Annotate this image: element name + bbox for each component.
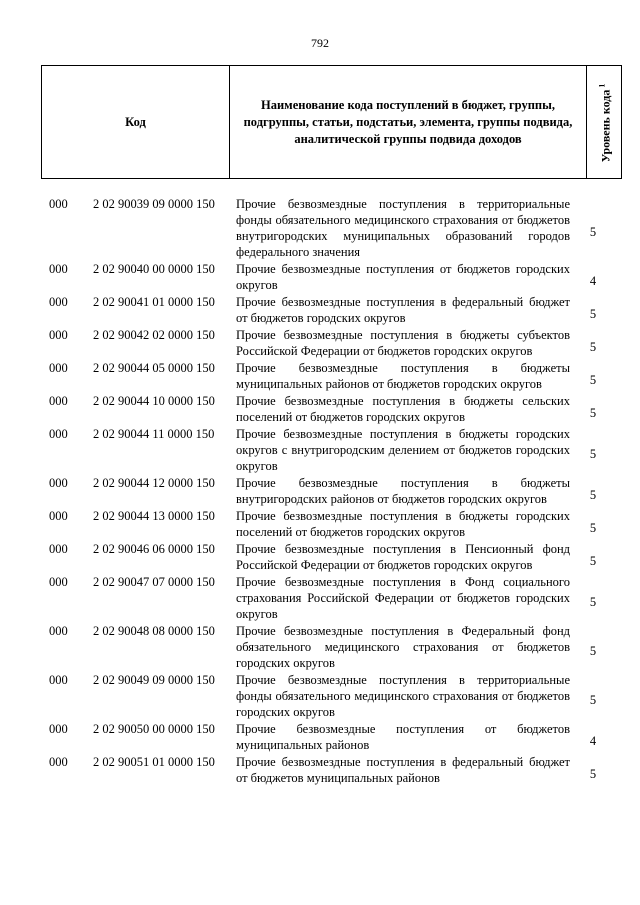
header-level-cell: [587, 66, 622, 179]
row-prefix: 000: [49, 295, 68, 309]
table-row: [41, 294, 610, 327]
table-row: [41, 508, 610, 541]
row-code: 2 02 90051 01 0000 150: [93, 755, 215, 769]
row-prefix: 000: [49, 624, 68, 638]
row-code: 2 02 90044 10 0000 150: [93, 394, 215, 408]
table-row: [41, 261, 610, 294]
table-row: [41, 327, 610, 360]
table-row: [41, 672, 610, 721]
row-prefix: 000: [49, 427, 68, 441]
row-code: 2 02 90048 08 0000 150: [93, 624, 215, 638]
page-number: 792: [311, 36, 329, 50]
header-level-footnote: 1: [597, 83, 607, 88]
row-level: 5: [589, 693, 597, 707]
row-level: 5: [589, 447, 597, 461]
table-row: [41, 721, 610, 754]
row-prefix: 000: [49, 575, 68, 589]
row-code: 2 02 90040 00 0000 150: [93, 262, 215, 276]
row-name: Прочие безвозмездные поступления в бюджеты муниципальных районов от бюджетов городских округов: [236, 361, 570, 391]
row-code: 2 02 90044 12 0000 150: [93, 476, 215, 490]
row-level: 5: [589, 340, 597, 354]
row-level: 5: [589, 488, 597, 502]
row-prefix: 000: [49, 722, 68, 736]
row-prefix: 000: [49, 755, 68, 769]
row-code: 2 02 90046 06 0000 150: [93, 542, 215, 556]
row-name: Прочие безвозмездные поступления в бюджеты сельских поселений от бюджетов городских округов: [236, 394, 570, 424]
table-row: [41, 393, 610, 426]
row-code: 2 02 90050 00 0000 150: [93, 722, 215, 736]
row-code: 2 02 90039 09 0000 150: [93, 197, 215, 211]
row-prefix: 000: [49, 509, 68, 523]
row-code: 2 02 90044 11 0000 150: [93, 427, 215, 441]
row-name: Прочие безвозмездные поступления в федеральный бюджет от бюджетов городских округов: [236, 295, 570, 325]
row-name: Прочие безвозмездные поступления в Фонд социального страхования Российской Федерации от бюджетов городских округов: [236, 575, 570, 621]
row-name: Прочие безвозмездные поступления в территориальные фонды обязательного медицинского страхования от бюджетов городских округов: [236, 673, 570, 719]
row-name: Прочие безвозмездные поступления в федеральный бюджет от бюджетов муниципальных районов: [236, 755, 570, 785]
row-level: 4: [589, 274, 597, 288]
row-prefix: 000: [49, 542, 68, 556]
row-level: 5: [589, 373, 597, 387]
row-level: 5: [589, 521, 597, 535]
table-row: [41, 623, 610, 672]
row-name: Прочие безвозмездные поступления в бюджеты субъектов Российской Федерации от бюджетов городских округов: [236, 328, 570, 358]
header-level: [594, 84, 615, 163]
code-table-body: [41, 196, 610, 787]
header-name: Наименование кода поступлений в бюджет, группы, подгруппы, статьи, подстатьи, элемента, группы подвида, аналитической группы подвида доходов: [230, 66, 587, 179]
row-level: 5: [589, 644, 597, 658]
row-code: 2 02 90047 07 0000 150: [93, 575, 215, 589]
row-level: 5: [589, 554, 597, 568]
row-prefix: 000: [49, 476, 68, 490]
table-row: [41, 196, 610, 261]
row-name: Прочие безвозмездные поступления в Пенсионный фонд Российской Федерации от бюджетов городских округов: [236, 542, 570, 572]
row-prefix: 000: [49, 673, 68, 687]
row-level: 5: [589, 307, 597, 321]
row-name: Прочие безвозмездные поступления в Федеральный фонд обязательного медицинского страхования от бюджетов городских округов: [236, 624, 570, 670]
row-code: 2 02 90042 02 0000 150: [93, 328, 215, 342]
table-header: [41, 65, 622, 179]
row-level: 5: [589, 767, 597, 781]
row-code: 2 02 90041 01 0000 150: [93, 295, 215, 309]
row-code: 2 02 90044 05 0000 150: [93, 361, 215, 375]
row-prefix: 000: [49, 361, 68, 375]
table-row: [41, 475, 610, 508]
row-name: Прочие безвозмездные поступления в бюджеты городских поселений от бюджетов городских округов: [236, 509, 570, 539]
row-level: 5: [589, 595, 597, 609]
table-row: [41, 754, 610, 787]
row-name: Прочие безвозмездные поступления в бюджеты внутригородских районов от бюджетов городских округов: [236, 476, 570, 506]
row-name: Прочие безвозмездные поступления в бюджеты городских округов с внутригородским делением от бюджетов городских округов: [236, 427, 570, 473]
row-name: Прочие безвозмездные поступления в территориальные фонды обязательного медицинского страхования от бюджетов внутригородских муниципальных образований городов федерального значения: [236, 197, 570, 259]
row-prefix: 000: [49, 394, 68, 408]
row-level: 5: [589, 406, 597, 420]
row-prefix: 000: [49, 197, 68, 211]
table-row: [41, 426, 610, 475]
row-code: 2 02 90044 13 0000 150: [93, 509, 215, 523]
header-code: Код: [42, 66, 230, 179]
row-prefix: 000: [49, 328, 68, 342]
row-level: 4: [589, 734, 597, 748]
table-row: [41, 541, 610, 574]
table-row: [41, 574, 610, 623]
code-table: [41, 196, 610, 787]
row-level: 5: [589, 225, 597, 239]
row-name: Прочие безвозмездные поступления от бюджетов городских округов: [236, 262, 570, 292]
table-row: [41, 360, 610, 393]
row-name: Прочие безвозмездные поступления от бюджетов муниципальных районов: [236, 722, 570, 752]
row-prefix: 000: [49, 262, 68, 276]
row-code: 2 02 90049 09 0000 150: [93, 673, 215, 687]
header-level-label: Уровень кода: [598, 89, 613, 163]
